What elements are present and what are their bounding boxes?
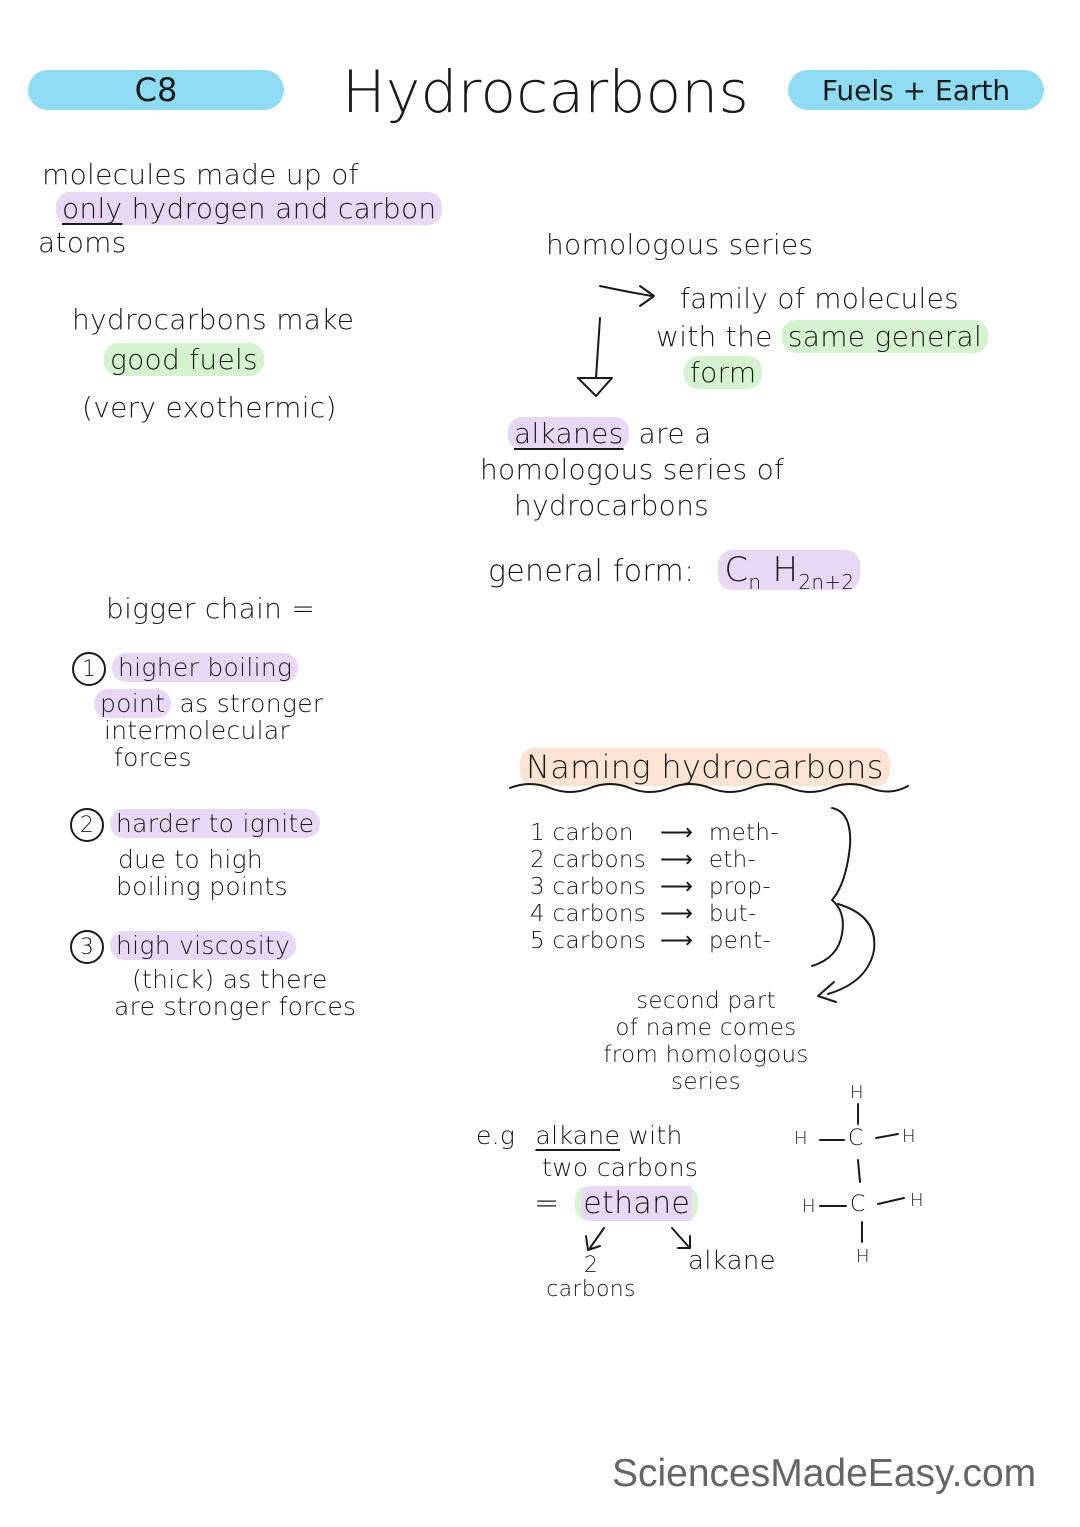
bond-right1 (876, 1134, 898, 1138)
second-part-line1: second part (636, 988, 776, 1014)
higher-boiling-highlight: higher boiling (112, 653, 298, 682)
family-arrow (600, 286, 652, 296)
naming-title-highlight: Naming hydrocarbons (520, 748, 890, 786)
page-title: Hydrocarbons (342, 58, 749, 126)
alkane-word: alkane (535, 1121, 621, 1150)
chain-title: bigger chain = (106, 592, 316, 625)
second-part-arrow (828, 904, 874, 994)
atom-h-top: H (850, 1082, 864, 1103)
only-word: only (62, 192, 123, 225)
ethane-name: ethane (583, 1186, 691, 1221)
thick-text: (thick) as there (132, 965, 328, 994)
naming-row: 3 carbons ⟶ prop- (530, 874, 771, 900)
boiling-points-text: boiling points (116, 872, 288, 901)
atom-h-bottom: H (856, 1246, 870, 1267)
atom-c-1: C (848, 1126, 864, 1151)
forces-text: forces (114, 743, 192, 772)
second-part-line3: from homologous (603, 1042, 809, 1068)
split-arrow-left (590, 1228, 604, 1248)
equals-sign: = (534, 1186, 560, 1221)
atom-c-2: C (850, 1192, 866, 1217)
number-circle-2: 2 (70, 808, 104, 842)
are-a-text: are a (629, 417, 712, 450)
intermolecular-text: intermolecular (104, 716, 291, 745)
naming-wavy-underline (510, 784, 908, 792)
same-general-highlight: same general (782, 320, 988, 353)
with-the-text: with the (656, 320, 782, 353)
second-part-line2: of name comes (615, 1015, 797, 1041)
number-circle-1: 1 (72, 652, 106, 686)
definition-line3: atoms (38, 226, 127, 259)
eg-text: e.g (476, 1121, 516, 1150)
chapter-tag-label: C8 (134, 71, 178, 109)
bond-right2 (878, 1198, 904, 1204)
down-arrow (596, 318, 600, 378)
form-highlight: form (684, 356, 762, 389)
atom-h-left2: H (802, 1196, 816, 1217)
homologous-title: homologous series (546, 228, 814, 261)
high-viscosity-highlight: high viscosity (110, 931, 296, 960)
exothermic-note: (very exothermic) (82, 391, 337, 424)
good-fuels-highlight: good fuels (104, 343, 264, 376)
harder-to-ignite-highlight: harder to ignite (110, 809, 320, 838)
general-form-label: general form: (488, 554, 695, 589)
split-arrow-right (672, 1228, 688, 1246)
formula-c: C (724, 550, 749, 590)
second-part-line4: series (671, 1069, 741, 1095)
topic-tag-label: Fuels + Earth (821, 73, 1011, 107)
hydrogen-carbon-text: hydrogen and carbon (122, 192, 437, 225)
atom-h-right2: H (910, 1190, 924, 1211)
alkanes-word: alkanes (514, 417, 624, 450)
homologous-desc1: family of molecules (680, 282, 960, 315)
formula-h: H (772, 550, 799, 590)
fuels-line1: hydrocarbons make (72, 303, 355, 336)
split-right: alkane (688, 1246, 776, 1276)
with-text: with (620, 1121, 683, 1150)
split-left-word: carbons (546, 1277, 636, 1302)
naming-row: 1 carbon ⟶ meth- (530, 820, 779, 846)
naming-row: 2 carbons ⟶ eth- (530, 847, 757, 873)
definition-line1: molecules made up of (42, 158, 359, 191)
naming-brace (812, 808, 850, 966)
alkanes-line2: homologous series of (480, 453, 785, 486)
point-highlight: point (94, 689, 171, 718)
brand-watermark: SciencesMadeEasy.com (612, 1452, 1037, 1495)
atom-h-right1: H (902, 1126, 916, 1147)
bond-middle (858, 1160, 860, 1182)
two-carbons-text: two carbons (542, 1153, 699, 1182)
naming-row: 5 carbons ⟶ pent- (530, 928, 772, 954)
due-to-high-text: due to high (118, 845, 264, 874)
formula-sub: 2n+2 (798, 569, 855, 594)
as-stronger-text: as stronger (171, 689, 324, 718)
stronger-forces-text: are stronger forces (114, 992, 357, 1021)
naming-row: 4 carbons ⟶ but- (530, 901, 757, 927)
atom-h-left1: H (794, 1128, 808, 1149)
split-left-num: 2 (583, 1253, 599, 1278)
number-circle-3: 3 (70, 930, 104, 964)
formula-n: n (748, 569, 762, 594)
alkanes-line3: hydrocarbons (514, 489, 710, 522)
